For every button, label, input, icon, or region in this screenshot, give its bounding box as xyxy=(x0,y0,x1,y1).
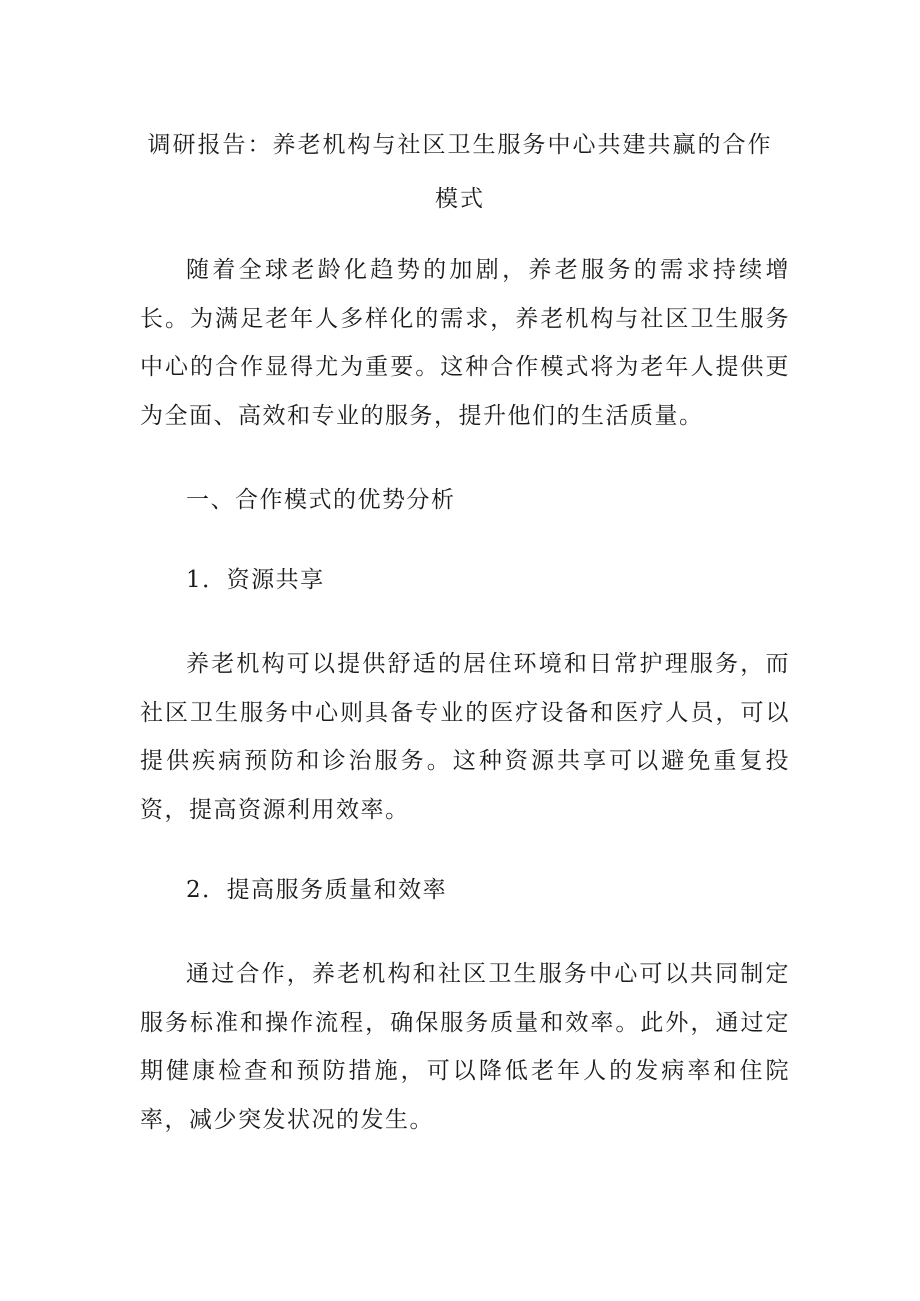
resource-sharing-paragraph: 养老机构可以提供舒适的居住环境和日常护理服务，而社区卫生服务中心则具备专业的医疗设备和医疗人员，可以提供疾病预防和诊治服务。这种资源共享可以避免重复投资，提高资源利用效率。 xyxy=(140,651,790,823)
section-heading: 一、合作模式的优势分析 xyxy=(186,487,456,513)
item-heading-resource-sharing: 1．资源共享 xyxy=(186,567,325,593)
item-heading-service-quality: 2．提高服务质量和效率 xyxy=(186,877,448,903)
document-title: 调研报告：养老机构与社区卫生服务中心共建共赢的合作模式 xyxy=(147,132,773,212)
intro-paragraph: 随着全球老龄化趋势的加剧，养老服务的需求持续增长。为满足老年人多样化的需求，养老机构与社区卫生服务中心的合作显得尤为重要。这种合作模式将为老年人提供更为全面、高效和专业的服务，提升他们的生活质量。 xyxy=(140,257,790,429)
service-quality-paragraph: 通过合作，养老机构和社区卫生服务中心可以共同制定服务标准和操作流程，确保服务质量和效率。此外，通过定期健康检查和预防措施，可以降低老年人的发病率和住院率，减少突发状况的发生。 xyxy=(140,961,790,1133)
